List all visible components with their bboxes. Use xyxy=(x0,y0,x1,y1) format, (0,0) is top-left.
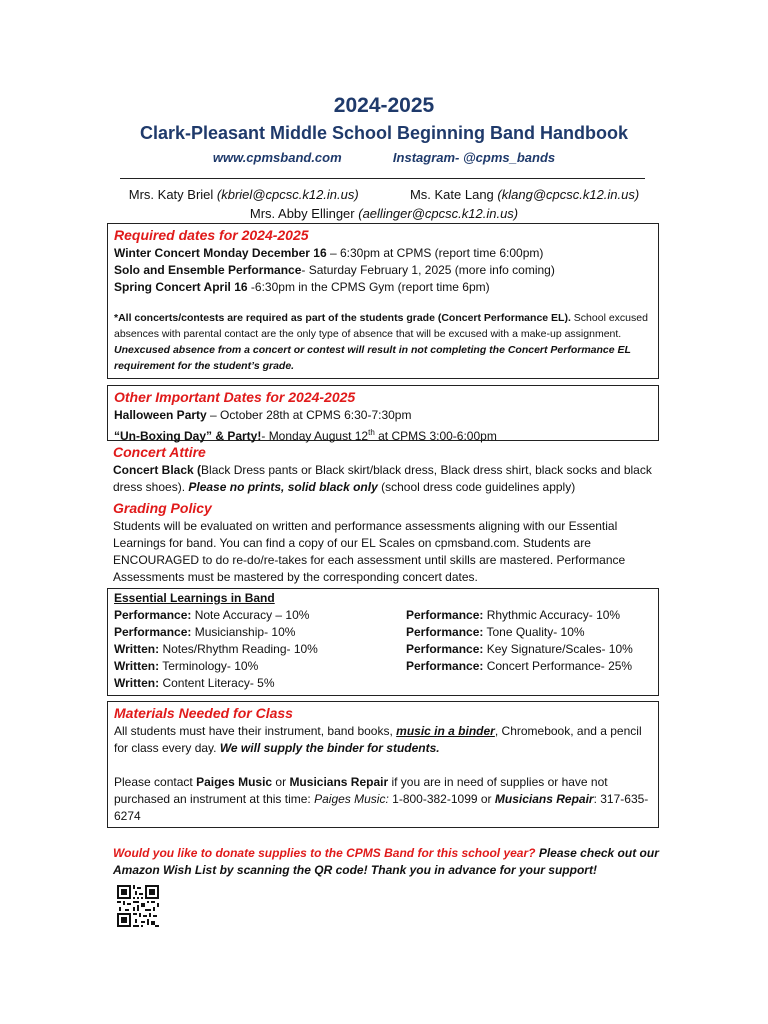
header-divider xyxy=(120,178,645,179)
website-link[interactable]: www.cpmsband.com xyxy=(212,150,342,165)
other-dates-box xyxy=(107,385,659,441)
grading-policy-section xyxy=(113,499,658,586)
el-item: Written: Notes/Rhythm Reading- 10% xyxy=(114,642,318,656)
required-dates-heading: Required dates for 2024-2025 xyxy=(114,227,309,243)
contact-lang-name: Ms. Kate Lang xyxy=(409,187,494,202)
materials-contact: Please contact Paiges Music or Musicians Repair if you are in need of supplies or have not purchased an instrument at this time: Paiges Music: 1-800-382-1099 or Musicians Repair: 317-635-6274 xyxy=(114,775,649,823)
el-item: Performance: Rhythmic Accuracy- 10% xyxy=(406,608,621,622)
essential-learnings-heading: Essential Learnings in Band xyxy=(114,591,275,605)
el-item: Performance: Musicianship- 10% xyxy=(114,625,296,639)
links-row xyxy=(0,150,768,165)
winter-concert-line: Winter Concert Monday December 16 – 6:30pm at CPMS (report time 6:00pm) xyxy=(114,246,544,260)
contact-ellinger-name: Mrs. Abby Ellinger xyxy=(249,206,355,221)
contact-ellinger-email[interactable]: (aellinger@cpcsc.k12.in.us) xyxy=(358,206,519,221)
spring-concert-line: Spring Concert April 16 -6:30pm in the CPMS Gym (report time 6pm) xyxy=(114,280,490,294)
other-dates-heading: Other Important Dates for 2024-2025 xyxy=(114,389,356,405)
concert-attire-body: Concert Black (Black Dress pants or Black skirt/black dress, Black dress shirt, black socks and black dress shoes). Please no prints, solid black only (school dress code guidelines apply) xyxy=(113,463,652,494)
essential-learnings-box xyxy=(107,588,659,696)
document-year: 2024-2025 xyxy=(333,94,435,117)
solo-ensemble-line: Solo and Ensemble Performance- Saturday February 1, 2025 (more info coming) xyxy=(114,263,555,277)
essential-learnings-left xyxy=(114,607,406,692)
materials-box xyxy=(107,701,659,828)
concert-attire-heading: Concert Attire xyxy=(113,444,206,460)
instagram-handle[interactable]: Instagram- @cpms_bands xyxy=(392,150,556,165)
qr-code-icon[interactable] xyxy=(117,885,159,927)
grading-policy-heading: Grading Policy xyxy=(113,500,212,516)
el-item: Performance: Tone Quality- 10% xyxy=(406,625,585,639)
el-item: Performance: Concert Performance- 25% xyxy=(406,659,633,673)
contact-lang-email[interactable]: (klang@cpcsc.k12.in.us) xyxy=(497,187,640,202)
attendance-note: *All concerts/contests are required as part of the students grade (Concert Performance EL). School excused absences with parental contact are the only type of absence that will be excused with a make-up assignment. Unexcused absence from a concert or contest will result in not completing the Concert Performance EL requirement for the student’s grade. xyxy=(114,312,648,372)
materials-body: All students must have their instrument, band books, music in a binder, Chromebook, and a pencil for class every day. We will supply the binder for students. xyxy=(114,724,642,755)
document-title: Clark-Pleasant Middle School Beginning Band Handbook xyxy=(139,123,629,143)
materials-heading: Materials Needed for Class xyxy=(114,705,293,721)
grading-policy-body: Students will be evaluated on written and performance assessments aligning with our Essential Learnings for band. You can find a copy of our EL Scales on cpmsband.com. Students are ENCOURAGED to do re-do/re-takes for each assessment until skills are mastered. Performance Assessments must be mastered by the corresponding concert dates. xyxy=(113,519,626,584)
el-item: Written: Terminology- 10% xyxy=(114,659,259,673)
contact-briel-name: Mrs. Katy Briel xyxy=(128,187,214,202)
essential-learnings-right xyxy=(406,607,652,692)
unboxing-day-line: “Un-Boxing Day” & Party!- Monday August 12th at CPMS 3:00-6:00pm xyxy=(114,428,497,443)
el-item: Performance: Key Signature/Scales- 10% xyxy=(406,642,633,656)
el-item: Written: Content Literacy- 5% xyxy=(114,676,275,690)
donation-note: Would you like to donate supplies to the CPMS Band for this school year? Please check out our Amazon Wish List by scanning the QR code! Thank you in advance for your support! xyxy=(113,846,659,877)
el-item: Performance: Note Accuracy – 10% xyxy=(114,608,310,622)
contact-briel-email[interactable]: (kbriel@cpcsc.k12.in.us) xyxy=(216,187,359,202)
concert-attire-section xyxy=(113,443,658,496)
staff-contacts xyxy=(0,185,768,223)
halloween-party-line: Halloween Party – October 28th at CPMS 6:30-7:30pm xyxy=(114,408,412,422)
required-dates-box xyxy=(107,223,659,379)
